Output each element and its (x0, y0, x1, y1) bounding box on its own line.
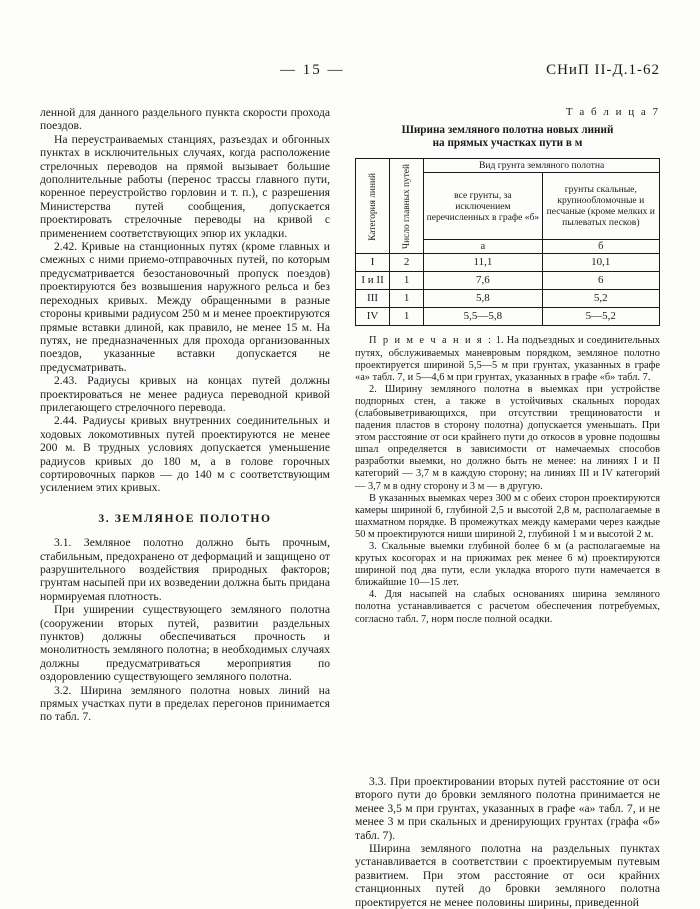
note-text: 3. Скальные выемки глубиной более 6 м (а располагаемые на крутых косогорах и на прижимах рек менее 6 м) проектируются шириной под два пути, если укладка второго пути намечается в ближайшие 10—15 лет. (355, 541, 660, 589)
table-caption-number: Т а б л и ц а 7 (565, 106, 660, 118)
document-code: СНиП II-Д.1-62 (546, 62, 660, 78)
notes-first (355, 335, 660, 383)
header-tracks-label: Число главных путей (401, 163, 412, 249)
right-table-column (355, 106, 660, 626)
cell-soil-a: 7,6 (424, 272, 542, 290)
table-title (355, 124, 660, 150)
roadbed-width-table (355, 158, 660, 326)
paragraph: На переустраиваемых станциях, разъездах и обгонных пунктах в исключительных случаях, когда расположение стрелочных переводов на прямой вызывает большие дополнительные работы (перенос трассы главного пути, коренное переустройство горловин и т. п.), с разрешения Министерства путей сообщения, допускается проектировать стрелочные переводы на кривой с применением соответствующих эпюр их укладки. (40, 132, 330, 240)
header-cell-soil-a: все грунты, за исключением перечисленных в графе «б» (424, 173, 542, 240)
cell-category: IV (356, 308, 390, 326)
notes-label: П р и м е ч а н и я : (369, 335, 493, 347)
header-cell-letter-b: б (542, 240, 659, 254)
page-header (40, 62, 660, 79)
paragraph: 2.43. Радиусы кривых на концах путей должны проектироваться не менее радиуса переводной кривой прилегающего стрелочного перевода. (40, 374, 330, 414)
cell-soil-a: 5,5—5,8 (424, 308, 542, 326)
table-row (356, 272, 660, 290)
header-category-label: Категория линий (367, 172, 378, 241)
cell-category: I (356, 254, 390, 272)
right-text-column (355, 775, 660, 909)
cell-tracks: 1 (390, 272, 424, 290)
cell-tracks: 1 (390, 308, 424, 326)
table-notes (355, 335, 660, 625)
cell-category: III (356, 290, 390, 308)
paragraph: ленной для данного раздельного пункта скорости прохода поездов. (40, 106, 330, 133)
table-row (356, 254, 660, 272)
table-header-row-1 (356, 159, 660, 173)
header-cell-category (356, 159, 390, 254)
left-text-column (40, 106, 330, 724)
section-heading: 3. ЗЕМЛЯНОЕ ПОЛОТНО (98, 511, 272, 525)
header-cell-letter-a: а (424, 240, 542, 254)
cell-tracks: 2 (390, 254, 424, 272)
note-text: В указанных выемках через 300 м с обеих сторон проектируются камеры шириной 6, глубиной 2,5 и высотой 2,8 м, располагаемые в шахматном порядке. В промежутках между камерами через каждые 50 м проектируются ниши шириной 2, глубиной 1 м и высотой 2 м. (355, 492, 660, 540)
page-number: — 15 — (280, 62, 345, 78)
paragraph: 3.1. Земляное полотно должно быть прочным, стабильным, предохранено от деформаций и защищено от разрушительного воздействия природных факторов; грунтам насыпей при их возведении должна быть придана нормируемая плотность. (40, 536, 330, 603)
cell-soil-b: 6 (542, 272, 659, 290)
table-row (356, 290, 660, 308)
header-cell-soil-type: Вид грунта земляного полотна (424, 159, 660, 173)
table-title-line1: Ширина земляного полотна новых линий (401, 124, 614, 137)
paragraph: 2.44. Радиусы кривых внутренних соединительных и ходовых локомотивных путей проектируются не менее 200 м. В трудных условиях допускается уменьшение радиусов кривых до 180 м, а в голове горочных сортировочных парков — до 140 м с соответствующим усилением этих кривых. (40, 414, 330, 495)
paragraph: 3.2. Ширина земляного полотна новых линий на прямых участках пути в пределах перегонов принимается по табл. 7. (40, 683, 330, 724)
cell-soil-b: 5,2 (542, 290, 659, 308)
table-title-line2: на прямых участках пути в м (432, 137, 583, 150)
paragraph: При уширении существующего земляного полотна (сооружении вторых путей, развитии раздельных пунктов) должны обеспечиваться прочность и монолитность земляного полотна; в необходимых случаях должны предусматриваться мероприятия по оздоровлению существующего земляного полотна. (40, 603, 330, 684)
header-cell-soil-b: грунты скальные, крупнообломочные и песчаные (кроме мелких и пылеватых песков) (542, 173, 659, 240)
cell-soil-b: 5—5,2 (542, 308, 659, 326)
header-cell-tracks (390, 159, 424, 254)
cell-category: I и II (356, 272, 390, 290)
paragraph: 2.42. Кривые на станционных путях (кроме главных и смежных с ними приемо-отправочных путей, по которым предусматривается безостановочный пропуск поездов) проектируются без возвышения наружного рельса и без переходных кривых. Между обращенными в разные стороны кривыми радиусом 250 м и менее проектируются прямые вставки длиной, как правило, не менее 15 м. На путях, не предназначенных для прохода организованных поездов, указанные вставки допускается не предусматривать. (40, 240, 330, 374)
cell-soil-a: 5,8 (424, 290, 542, 308)
paragraph: Ширина земляного полотна на раздельных пунктах устанавливается в соответствии с проектируемым путевым развитием. При этом расстояние от оси крайних станционных путей до бровки земляного полотна проектируется не менее половины ширины, приведенной (355, 842, 660, 909)
cell-soil-b: 10,1 (542, 254, 659, 272)
note-text: 2. Ширину земляного полотна в выемках при устройстве подпорных стен, а также в устойчивых скальных породах (слабовыветривающихся, при отсутствии трещиноватости и падения пластов в сторону полотна) допускается уменьшать. При этом расстояние от оси крайнего пути до откосов в уровне подошвы шпал определяется в зависимости от намечаемых способов разработки выемки, но должно быть не менее: на линиях I и II категорий — 3,7 м в каждую сторону; на линиях III и IV категорий — 3,7 м в одну сторону и 3 м — в другую. (355, 383, 660, 492)
note-text: 1. На подъездных и соединительных путях, обслуживаемых маневровым порядком, земляное полотно проектируется шириной 5,5—5 м при грунтах, указанных в графе «а» табл. 7, и 5—4,6 м при грунтах, указанных в графе «б» табл. 7. (355, 335, 660, 383)
paragraph: 3.3. При проектировании вторых путей расстояние от оси второго пути до бровки земляного полотна принимается не менее 3,5 м при грунтах, указанных в графе «а» табл. 7, и не менее 3 м при скальных и дренирующих грунтах (графа «б» табл. 7). (355, 775, 660, 842)
table-row (356, 308, 660, 326)
cell-soil-a: 11,1 (424, 254, 542, 272)
cell-tracks: 1 (390, 290, 424, 308)
note-text: 4. Для насыпей на слабых основаниях ширина земляного полотна устанавливается с расчетом обеспечения потребуемых, согласно табл. 7, норм после полной осадки. (355, 589, 660, 625)
